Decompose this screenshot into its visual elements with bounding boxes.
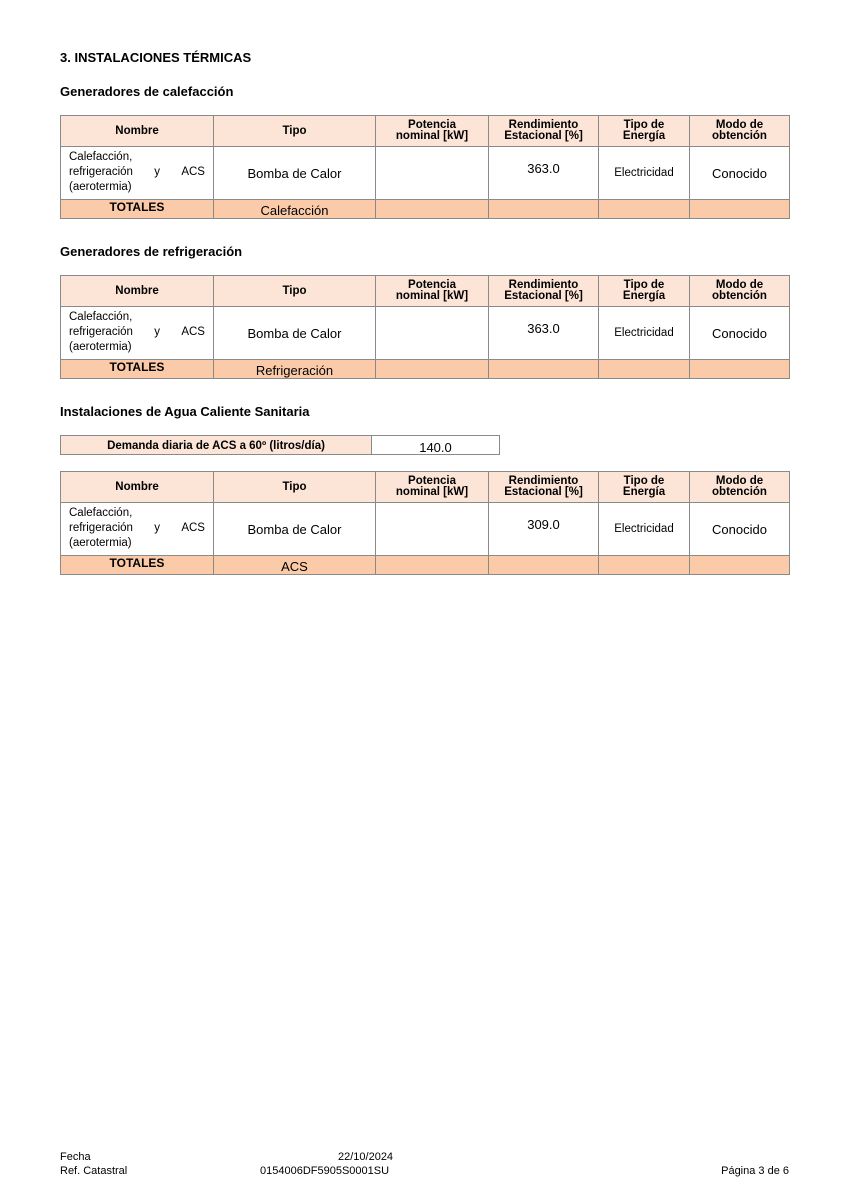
header-modo-obtencion: Modo de obtención xyxy=(690,276,790,307)
cell-potencia xyxy=(376,307,489,360)
header-modo-obtencion: Modo de obtención xyxy=(690,472,790,503)
cell-tipo-energia: Electricidad xyxy=(599,503,690,556)
heating-generators-title: Generadores de calefacción xyxy=(60,84,234,99)
header-potencia: Potencia nominal [kW] xyxy=(376,276,489,307)
header-tipo: Tipo xyxy=(214,276,376,307)
header-rendimiento: Rendimiento Estacional [%] xyxy=(489,116,599,147)
totals-label: TOTALES xyxy=(61,200,214,219)
cooling-generators-table xyxy=(60,275,790,379)
cell-rendimiento: 363.0 xyxy=(489,147,599,200)
totals-row xyxy=(61,200,790,219)
header-potencia: Potencia nominal [kW] xyxy=(376,472,489,503)
cell-tipo: Bomba de Calor xyxy=(214,147,376,200)
header-rendimiento: Rendimiento Estacional [%] xyxy=(489,276,599,307)
acs-installations-title: Instalaciones de Agua Caliente Sanitaria xyxy=(60,404,310,419)
header-tipo-energia: Tipo de Energía xyxy=(599,276,690,307)
cell-tipo: Bomba de Calor xyxy=(214,503,376,556)
header-nombre: Nombre xyxy=(61,116,214,147)
totals-tipo: Refrigeración xyxy=(214,360,376,379)
heating-generators-table xyxy=(60,115,790,219)
cell-nombre: Calefacción, refrigeración y ACS (aerotermia) xyxy=(61,503,214,556)
footer-date-value: 22/10/2024 xyxy=(338,1151,394,1163)
footer-page-number: Página 3 de 6 xyxy=(721,1165,789,1177)
header-tipo: Tipo xyxy=(214,116,376,147)
table-row xyxy=(61,503,790,556)
table-header-row xyxy=(61,116,790,147)
acs-demand-value: 140.0 xyxy=(419,440,452,455)
cell-nombre: Calefacción, refrigeración y ACS (aerotermia) xyxy=(61,147,214,200)
cell-rendimiento: 363.0 xyxy=(489,307,599,360)
header-rendimiento: Rendimiento Estacional [%] xyxy=(489,472,599,503)
cell-potencia xyxy=(376,503,489,556)
table-row xyxy=(61,307,790,360)
cell-nombre: Calefacción, refrigeración y ACS (aerotermia) xyxy=(61,307,214,360)
totals-label: TOTALES xyxy=(61,360,214,379)
totals-label: TOTALES xyxy=(61,556,214,575)
cell-tipo-energia: Electricidad xyxy=(599,147,690,200)
header-nombre: Nombre xyxy=(61,472,214,503)
table-header-row xyxy=(61,472,790,503)
table-header-row xyxy=(61,276,790,307)
header-nombre: Nombre xyxy=(61,276,214,307)
header-tipo-energia: Tipo de Energía xyxy=(599,116,690,147)
footer-cadastral-ref-label: Ref. Catastral xyxy=(60,1165,128,1177)
cell-tipo-energia: Electricidad xyxy=(599,307,690,360)
cell-rendimiento: 309.0 xyxy=(489,503,599,556)
acs-demand-label: Demanda diaria de ACS a 60º (litros/día) xyxy=(61,436,372,454)
section-title: 3. INSTALACIONES TÉRMICAS xyxy=(60,50,252,65)
table-row xyxy=(61,147,790,200)
cell-modo-obtencion: Conocido xyxy=(690,503,790,556)
acs-daily-demand xyxy=(60,435,500,455)
cell-potencia xyxy=(376,147,489,200)
header-potencia: Potencia nominal [kW] xyxy=(376,116,489,147)
totals-row xyxy=(61,360,790,379)
cell-modo-obtencion: Conocido xyxy=(690,147,790,200)
footer-date-label: Fecha xyxy=(60,1151,91,1163)
totals-tipo: ACS xyxy=(214,556,376,575)
cooling-generators-title: Generadores de refrigeración xyxy=(60,244,243,259)
acs-generators-table xyxy=(60,471,790,575)
header-modo-obtencion: Modo de obtención xyxy=(690,116,790,147)
totals-row xyxy=(61,556,790,575)
totals-tipo: Calefacción xyxy=(214,200,376,219)
cell-modo-obtencion: Conocido xyxy=(690,307,790,360)
header-tipo-energia: Tipo de Energía xyxy=(599,472,690,503)
footer-cadastral-ref-value: 0154006DF5905S0001SU xyxy=(260,1165,390,1177)
cell-tipo: Bomba de Calor xyxy=(214,307,376,360)
header-tipo: Tipo xyxy=(214,472,376,503)
